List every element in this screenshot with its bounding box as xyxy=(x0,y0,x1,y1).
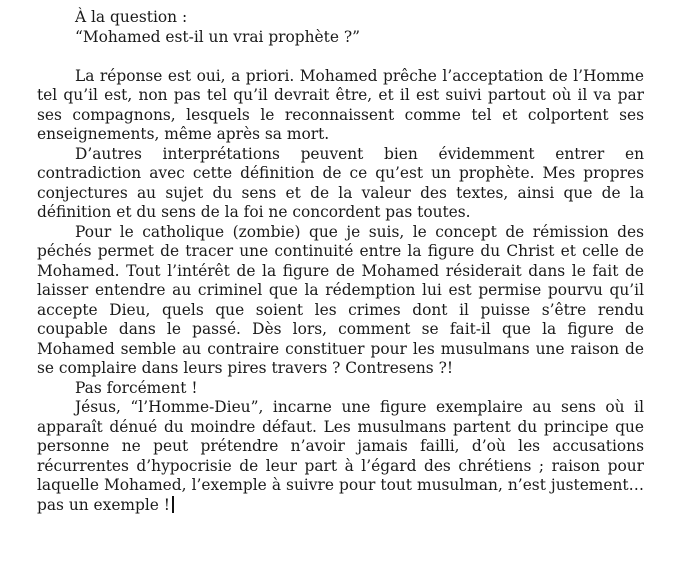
paragraph-jesus[interactable] xyxy=(37,398,644,515)
paragraph-answer: La réponse est oui, a priori. Mohamed prêche l’acceptation de l’Homme tel qu’il est, non pas tel qu’il devrait être, et il est suivi partout où il va par ses compagnons, lesquels le reconnaissent comme tel et colportent ses enseignements, même après sa mort. xyxy=(37,66,644,143)
text-cursor xyxy=(172,496,174,513)
intro-block xyxy=(37,8,644,47)
question-quote: “Mohamed est-il un vrai prophète ?” xyxy=(75,27,360,46)
question-intro: À la question : xyxy=(75,8,188,26)
paragraph-catholic: Pour le catholique (zombie) que je suis, le concept de rémission des péchés permet de tracer une continuité entre la figure du Christ et celle de Mohamed. Tout l’intérêt de la figure de Mohamed résiderait dans le fait de laisser entendre au criminel que la rédemption lui est permise pourvu qu’il accepte Dieu, quels que soient les crimes dont il puisse s’être rendu coupable dans le passé. Dès lors, comment se fait-il que la figure de Mohamed semble au contraire constituer pour les musulmans une raison de se complaire dans leurs pires travers ? Contresens ?! xyxy=(37,222,644,377)
paragraph-pas-forcement: Pas forcément ! xyxy=(75,378,198,397)
blank-line xyxy=(37,47,644,67)
paragraph-jesus-text: Jésus, “l’Homme-Dieu”, incarne une figure exemplaire au sens où il apparaît dénué du moindre défaut. Les musulmans partent du principe que personne ne peut prétendre n’avoir jamais failli, d’où les accusations récurrentes d’hypocrisie de leur part à l’égard des chrétiens ; raison pour laquelle Mohamed, l’exemple à suivre pour tout musulman, n’est justement… pas un exemple ! xyxy=(37,398,644,514)
paragraph-interpretations: D’autres interprétations peuvent bien évidemment entrer en contradiction avec cette définition de ce qu’est un prophète. Mes propres conjectures au sujet du sens et de la valeur des textes, ainsi que de la définition et du sens de la foi ne concordent pas toutes. xyxy=(37,144,644,221)
